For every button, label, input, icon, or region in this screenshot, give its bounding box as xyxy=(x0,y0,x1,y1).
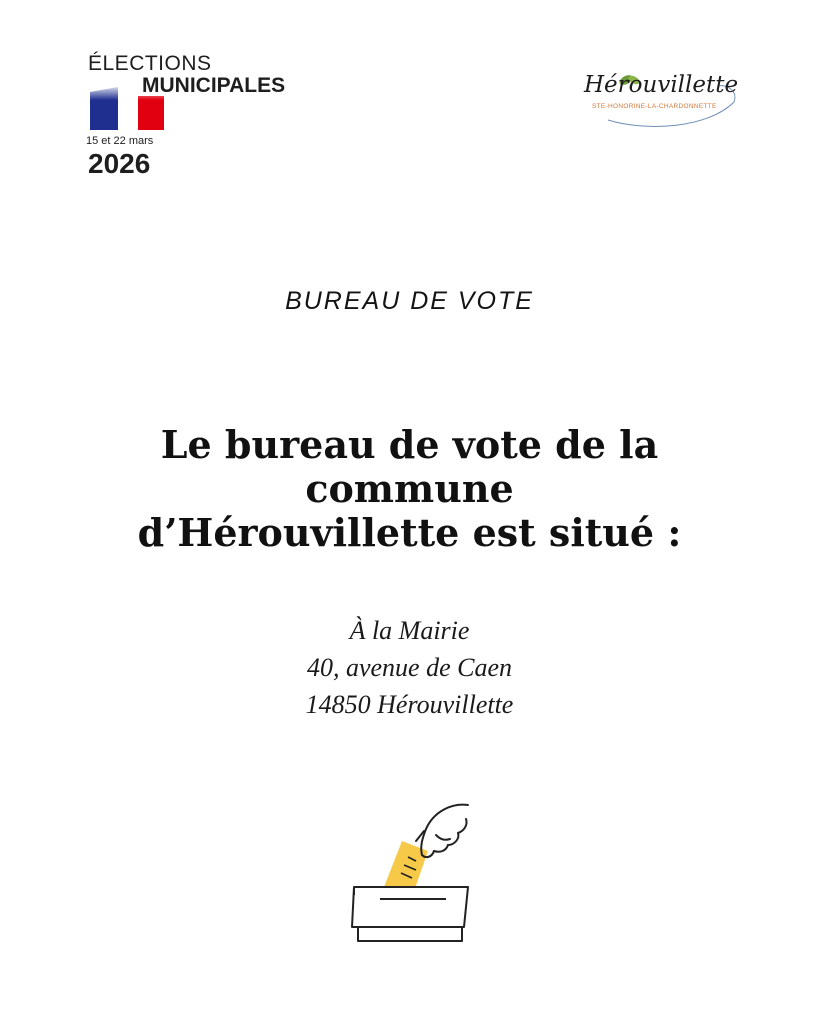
headline-line: d’Hérouvillette est situé : xyxy=(137,510,682,555)
ballot-box-icon xyxy=(340,795,480,945)
herouvillette-logo xyxy=(578,62,743,132)
hand-icon xyxy=(416,805,468,857)
town-name: Hérouvillette xyxy=(584,72,739,98)
section-label: BUREAU DE VOTE xyxy=(285,287,534,315)
address-block xyxy=(0,612,819,723)
town-subtitle: STE-HONORINE-LA-CHARDONNETTE xyxy=(592,103,717,110)
election-dates: 15 et 22 mars xyxy=(86,135,154,147)
elections-municipales-logo xyxy=(86,52,316,182)
municipales-label: MUNICIPALES xyxy=(142,74,286,97)
headline-line: commune xyxy=(305,466,514,511)
elections-label: ÉLECTIONS xyxy=(88,52,212,75)
box-icon xyxy=(352,887,468,941)
election-year: 2026 xyxy=(88,148,151,179)
headline-line: Le bureau de vote de la xyxy=(160,422,659,467)
address-line: 40, avenue de Caen xyxy=(306,653,513,682)
headline xyxy=(60,423,759,555)
address-line: 14850 Hérouvillette xyxy=(305,690,514,719)
address-line: À la Mairie xyxy=(349,616,470,645)
